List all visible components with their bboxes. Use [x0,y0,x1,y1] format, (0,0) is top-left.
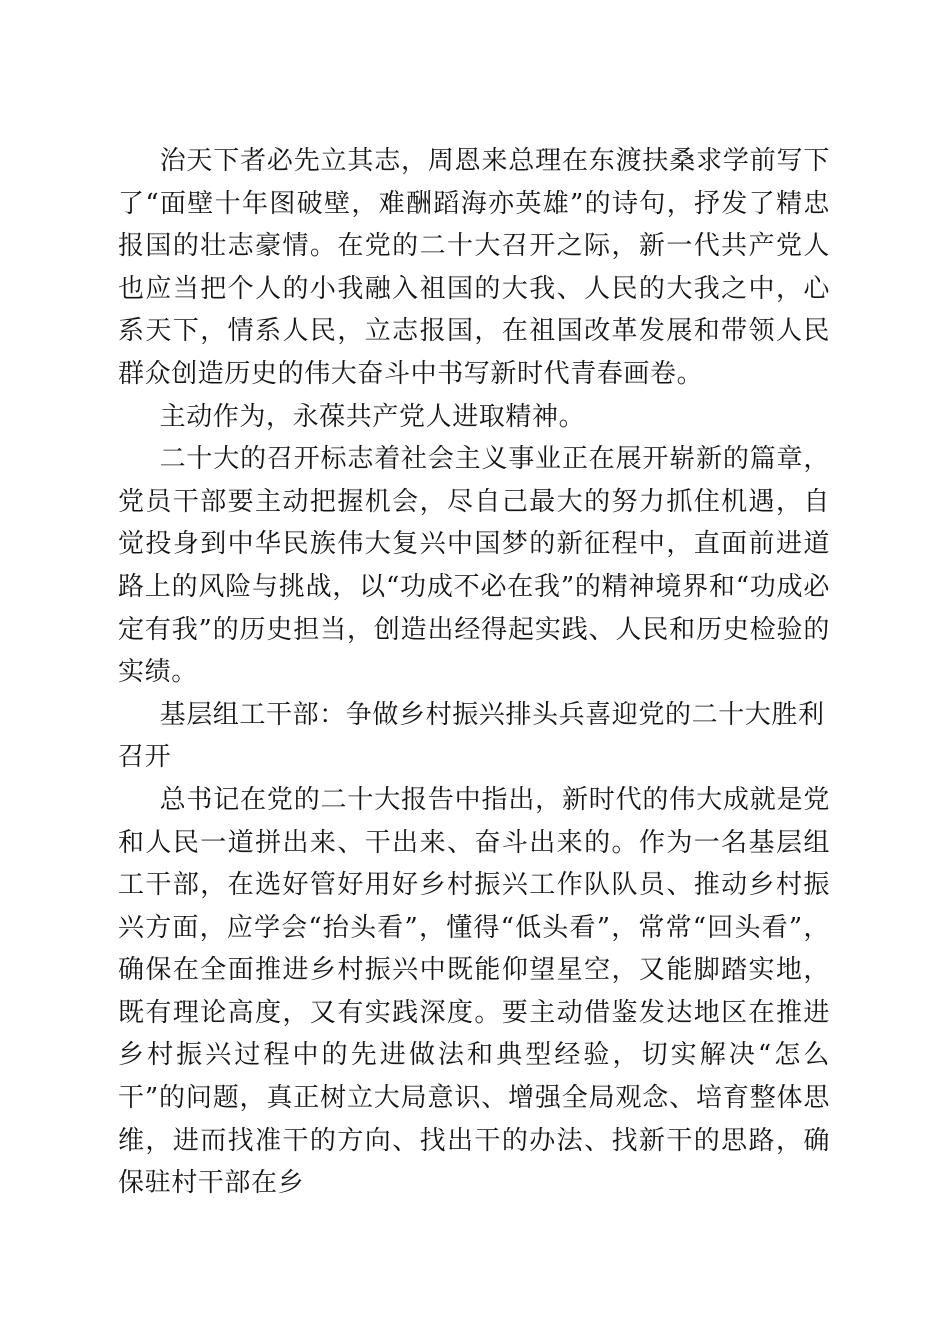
section-heading-initiative: 主动作为，永葆共产党人进取精神。 [159,401,586,432]
section-heading-grassroots: 基层组工干部：争做乡村振兴排头兵喜迎党的二十大胜利召开 [118,699,825,773]
document-body [118,140,830,1205]
paragraph-initiative: 二十大的召开标志着社会主义事业正在展开崭新的篇章，党员干部要主动把握机会，尽自己最大的努力抓住机遇，自觉投身到中华民族伟大复兴中国梦的新征程中，直面前进道路上的风险与挑战，以“功成不必在我”的精神境界和“功成必定有我”的历史担当，创造出经得起实践、人民和历史检验的实绩。 [118,444,830,688]
paragraph-ambition: 治天下者必先立其志，周恩来总理在东渡扶桑求学前写下了“面壁十年图破壁，难酬蹈海亦英雄”的诗句，抒发了精忠报国的壮志豪情。在党的二十大召开之际，新一代共产党人也应当把个人的小我融入祖国的大我、人民的大我之中，心系天下，情系人民，立志报国，在祖国改革发展和带领人民群众创造历史的伟大奋斗中书写新时代青春画卷。 [118,146,830,389]
paragraph-grassroots: 总书记在党的二十大报告中指出，新时代的伟大成就是党和人民一道拼出来、干出来、奋斗出来的。作为一名基层组工干部，在选好管好用好乡村振兴工作队队员、推动乡村振兴方面，应学会“抬头看”，懂得“低头看”，常常“回头看”，确保在全面推进乡村振兴中既能仰望星空，又能脚踏实地，既有理论高度，又有实践深度。要主动借鉴发达地区在推进乡村振兴过程中的先进做法和典型经验，切实解决“怎么干”的问题，真正树立大局意识、增强全局观念、培育整体思维，进而找准干的方向、找出干的办法、找新干的思路，确保驻村干部在乡 [118,784,830,1199]
